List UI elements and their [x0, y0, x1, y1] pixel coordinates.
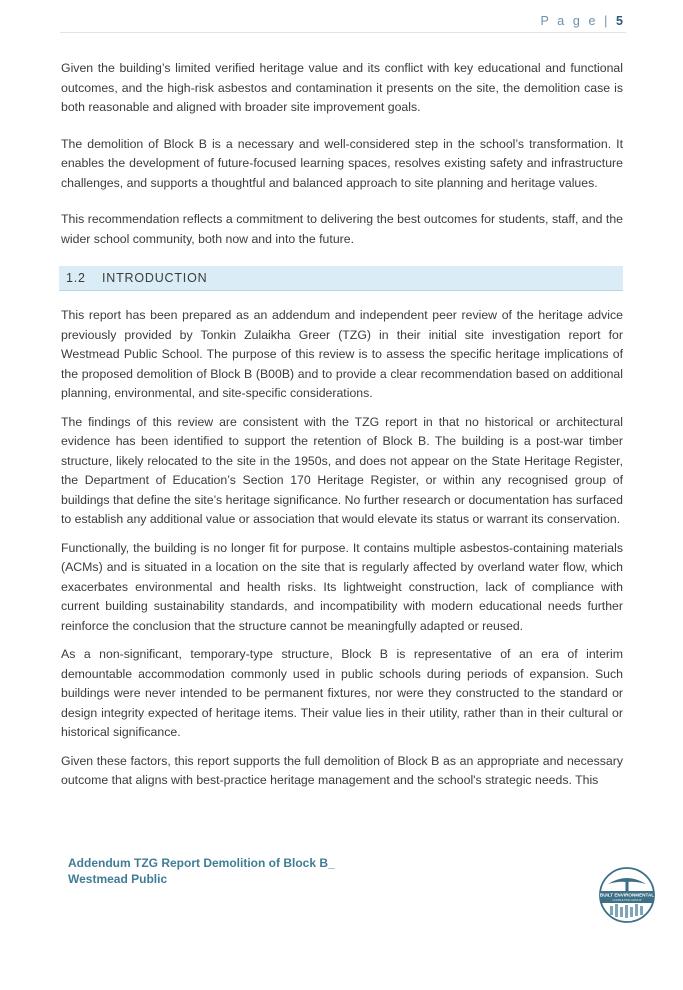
paragraph-4: This report has been prepared as an addendum and independent peer review of the heritage advice previously provided by Tonkin Zulaikha Greer (TZG) in their initial site investigation report for Westmead Public School. The purpose of this review is to assess the specific heritage implications of the proposed demolition of Block B (B00B) and to provide a clear recommendation based on additional planning, environmental, and site-specific considerations.: [61, 308, 623, 400]
page-separator: |: [604, 14, 610, 28]
logo-text-line-1: BUILT ENVIRONMENTAL: [599, 892, 655, 898]
paragraph-2: The demolition of Block B is a necessary and well-considered step in the school’s transformation. It enables the development of future-focused learning spaces, resolves existing safety and infrastructure challenges, and supports a thoughtful and balanced approach to site planning and heritage values.: [61, 136, 623, 190]
logo-text-line-2: CONSULTING GROUP: [612, 898, 642, 902]
section-number: 1.2: [66, 271, 86, 285]
document-body: [61, 59, 623, 800]
section-title: INTRODUCTION: [102, 271, 208, 285]
paragraph-6: Functionally, the building is no longer fit for purpose. It contains multiple asbestos-containing materials (ACMs) and is situated in a location on the site that is regularly affected by overland water flow, which exacerbates environmental and health risks. Its lightweight construction, lack of compliance with current building sustainability standards, and incompatibility with modern educational needs further reinforce the conclusion that the structure cannot be meaningfully adapted or reused.: [61, 540, 623, 633]
paragraph-5: The findings of this review are consistent with the TZG report in that no historical or architectural evidence has been identified to support the retention of Block B. The building is a post-war timber structure, likely relocated to the site in the 1950s, and does not appear on the State Heritage Register, the Department of Education’s Section 170 Heritage Register, or within any recognised group of buildings that define the site’s heritage significance. No further research or documentation has surfaced to establish any additional value or association that would elevate its status or warrant its conservation.: [61, 414, 623, 526]
footer-document-title: [68, 855, 335, 887]
footer-title-line-2: Westmead Public: [68, 872, 168, 886]
section-heading-introduction: [59, 266, 623, 291]
paragraph-8: Given these factors, this report supports the full demolition of Block B as an appropriate and necessary outcome that aligns with best-practice heritage management and the school's strategic needs. This: [61, 753, 623, 787]
paragraph-1: Given the building’s limited verified heritage value and its conflict with key educational and functional outcomes, and the high-risk asbestos and contamination it presents on the site, the demolition case is both reasonable and aligned with broader site improvement goals.: [61, 61, 623, 114]
paragraph-3: This recommendation reflects a commitment to delivering the best outcomes for students, staff, and the wider school community, both now and into the future.: [61, 212, 623, 246]
page-number-header: [540, 14, 623, 28]
paragraph-7: As a non-significant, temporary-type structure, Block B is representative of an era of interim demountable accommodation commonly used in public schools during periods of expansion. Such buildings were never intended to be permanent fixtures, nor were they constructed to the standard or design integrity expected of heritage items. Their value lies in their utility, rather than in their cultural or historical significance.: [61, 647, 623, 739]
page-number: 5: [616, 14, 623, 28]
header-divider: [60, 32, 626, 33]
company-logo: [594, 866, 660, 924]
page-label: P a g e: [540, 14, 599, 28]
footer-title-line-1: Addendum TZG Report Demolition of Block B_: [68, 856, 335, 870]
